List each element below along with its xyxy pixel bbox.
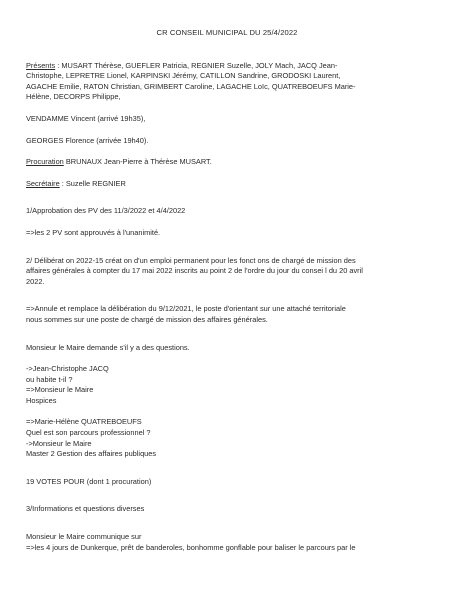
- item2-vote: 19 VOTES POUR (dont 1 procuration): [26, 476, 152, 486]
- secretaire-label: Secrétaire: [26, 178, 60, 188]
- item3-heading: 3/Informations et questions diverses: [26, 504, 145, 514]
- qa1-line-3: =>Monsieur le Maire: [26, 385, 94, 395]
- procuration-line: [26, 157, 428, 168]
- qa-block-1: [26, 364, 428, 406]
- late-arrival-1: VENDAMME Vincent (arrivé 19h35),: [26, 113, 146, 123]
- qa2-line-4: Master 2 Gestion des affaires publiques: [26, 449, 157, 459]
- item2-maire-question: Monsieur le Maire demande s'il y a des questions.: [26, 342, 190, 352]
- qa1-line-2: ou habite t-il ?: [26, 374, 73, 384]
- qa2-line-3: ->Monsieur le Maire: [26, 438, 92, 448]
- presents-label: Présents: [26, 60, 56, 70]
- qa1-line-4: Hospices: [26, 395, 57, 405]
- item3-line: =>les 4 jours de Dunkerque, prêt de banderoles, bonhomme gonflable pour baliser le parcours par le: [26, 542, 356, 552]
- item1-result: =>les 2 PV sont approuvés à l'unanimité.: [26, 227, 161, 237]
- item2-line-2: affaires générales à compter du 17 mai 2022 inscrits au point 2 de l'ordre du jour du consei l du 20 avril: [26, 266, 363, 276]
- item2-annul-block: [26, 304, 428, 325]
- procuration-text: BRUNAUX Jean-Pierre à Thérèse MUSART.: [63, 157, 212, 167]
- presents-line-1: [26, 61, 428, 72]
- item2-annul-line-2: nous sommes sur une poste de chargé de mission des affaires générales.: [26, 314, 268, 324]
- presents-block: [26, 61, 428, 103]
- presents-line-3: AGACHE Emilie, RATON Christian, GRIMBERT Caroline, LAGACHE Loïc, QUATREBOEUFS Marie-: [26, 81, 356, 91]
- item2-block: [26, 256, 428, 288]
- item3-maire: Monsieur le Maire communique sur: [26, 532, 142, 542]
- item2-annul-line-1: =>Annule et remplace la délibération du 9/12/2021, le poste d'orientant sur une attaché territoriale: [26, 304, 346, 314]
- presents-line-4: Hélène, DECORPS Philippe,: [26, 92, 121, 102]
- qa-block-2: [26, 417, 428, 459]
- secretaire-text: : Suzelle REGNIER: [59, 178, 126, 188]
- item2-line-3: 2022.: [26, 276, 45, 286]
- qa2-line-1: =>Marie-Hélène QUATREBOEUFS: [26, 417, 142, 427]
- presents-text-1: : MUSART Thérèse, GUEFLER Patricia, REGNIER Suzelle, JOLY Mach, JACQ Jean-: [55, 60, 338, 70]
- item1-heading: 1/Approbation des PV des 11/3/2022 et 4/4/2022: [26, 206, 186, 216]
- secretaire-line: [26, 179, 428, 190]
- page-title: CR CONSEIL MUNICIPAL DU 25/4/2022: [156, 28, 298, 37]
- qa2-line-2: Quel est son parcours professionnel ?: [26, 428, 151, 438]
- late-arrival-2: GEORGES Florence (arrivée 19h40).: [26, 135, 149, 145]
- qa1-line-1: ->Jean-Christophe JACQ: [26, 364, 109, 374]
- item2-line-1: 2/ Délibérat on 2022-15 créat on d'un emploi permanent pour les fonct ons de chargé de mission des: [26, 255, 356, 265]
- presents-line-2: Christophe, LEPRETRE Lionel, KARPINSKI Jérémy, CATILLON Sandrine, GRODOSKI Laurent,: [26, 71, 341, 81]
- procuration-label: Procuration: [26, 157, 64, 167]
